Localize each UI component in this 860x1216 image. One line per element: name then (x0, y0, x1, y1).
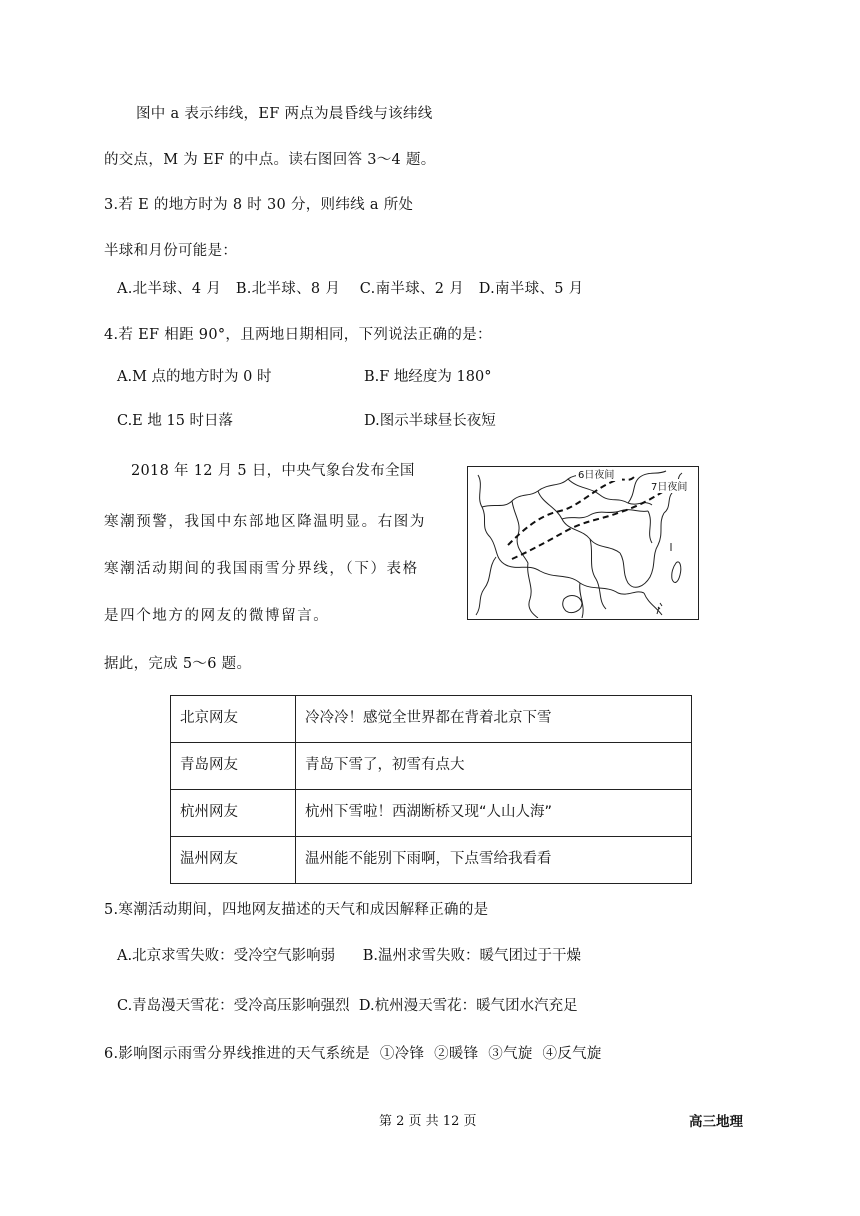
page-number: 第 2 页 共 12 页 (379, 1114, 477, 1129)
q4-option-b: B.F 地经度为 180° (364, 369, 492, 385)
passage-line-4: 是四个地方的网友的微博留言。 (104, 608, 330, 624)
hainan-island (563, 596, 582, 613)
table-cell-message: 冷冷冷！感觉全世界都在背着北京下雪 (296, 696, 692, 743)
q4-option-c: C.E 地 15 时日落 (117, 413, 234, 429)
label-day6: 6日夜间 (578, 470, 615, 481)
subject-label: 高三地理 (689, 1114, 743, 1130)
boundary-line-day7 (512, 485, 684, 559)
q5-options-cd: C.青岛漫天雪花：受冷高压影响强烈 D.杭州漫天雪花：暖气团水汽充足 (117, 998, 578, 1014)
boundary-line-day6 (508, 477, 634, 545)
rain-snow-boundary-map (467, 466, 699, 620)
q3-options: A.北半球、4 月 B.北半球、8 月 C.南半球、2 月 D.南半球、5 月 (117, 281, 584, 297)
q5-options-ab: A.北京求雪失败：受冷空气影响弱 B.温州求雪失败：暖气团过于干燥 (117, 948, 581, 964)
table-cell-who: 北京网友 (171, 696, 296, 743)
passage-line-5: 据此，完成 5～6 题。 (104, 656, 252, 672)
passage-line-3: 寒潮活动期间的我国雨雪分界线，（下）表格 (104, 561, 419, 577)
q5-stem: 5.寒潮活动期间，四地网友描述的天气和成因解释正确的是 (104, 902, 489, 918)
table-row (171, 743, 692, 790)
intro-line-2: 的交点，M 为 EF 的中点。读右图回答 3～4 题。 (104, 152, 436, 168)
table-row (171, 696, 692, 743)
q4-stem: 4.若 EF 相距 90°，且两地日期相同，下列说法正确的是： (104, 327, 492, 343)
table-cell-message: 温州能不能别下雨啊，下点雪给我看看 (296, 837, 692, 884)
q3-stem-2: 半球和月份可能是： (104, 243, 238, 259)
table-cell-who: 杭州网友 (171, 790, 296, 837)
taiwan-island (672, 562, 681, 583)
weibo-messages-table (170, 695, 692, 884)
q3-stem-1: 3.若 E 的地方时为 8 时 30 分，则纬线 a 所处 (104, 197, 414, 213)
table-cell-who: 温州网友 (171, 837, 296, 884)
china-map-figure (468, 467, 697, 618)
table-cell-message: 青岛下雪了，初雪有点大 (296, 743, 692, 790)
q4-option-a: A.M 点的地方时为 0 时 (117, 369, 272, 385)
table-row (171, 837, 692, 884)
q6-stem: 6.影响图示雨雪分界线推进的天气系统是 ①冷锋 ②暖锋 ③气旋 ④反气旋 (104, 1046, 602, 1062)
q4-option-d: D.图示半球昼长夜短 (364, 413, 496, 429)
passage-line-2: 寒潮预警，我国中东部地区降温明显。右图为 (104, 514, 426, 530)
province-borders (476, 471, 682, 618)
passage-line-1: 2018 年 12 月 5 日，中央气象台发布全国 (131, 463, 415, 479)
table-row (171, 790, 692, 837)
intro-line-1: 图中 a 表示纬线，EF 两点为晨昏线与该纬线 (136, 106, 433, 122)
label-day7: 7日夜间 (651, 482, 688, 493)
table-cell-who: 青岛网友 (171, 743, 296, 790)
table-cell-message: 杭州下雪啦！西湖断桥又现“人山人海” (296, 790, 692, 837)
